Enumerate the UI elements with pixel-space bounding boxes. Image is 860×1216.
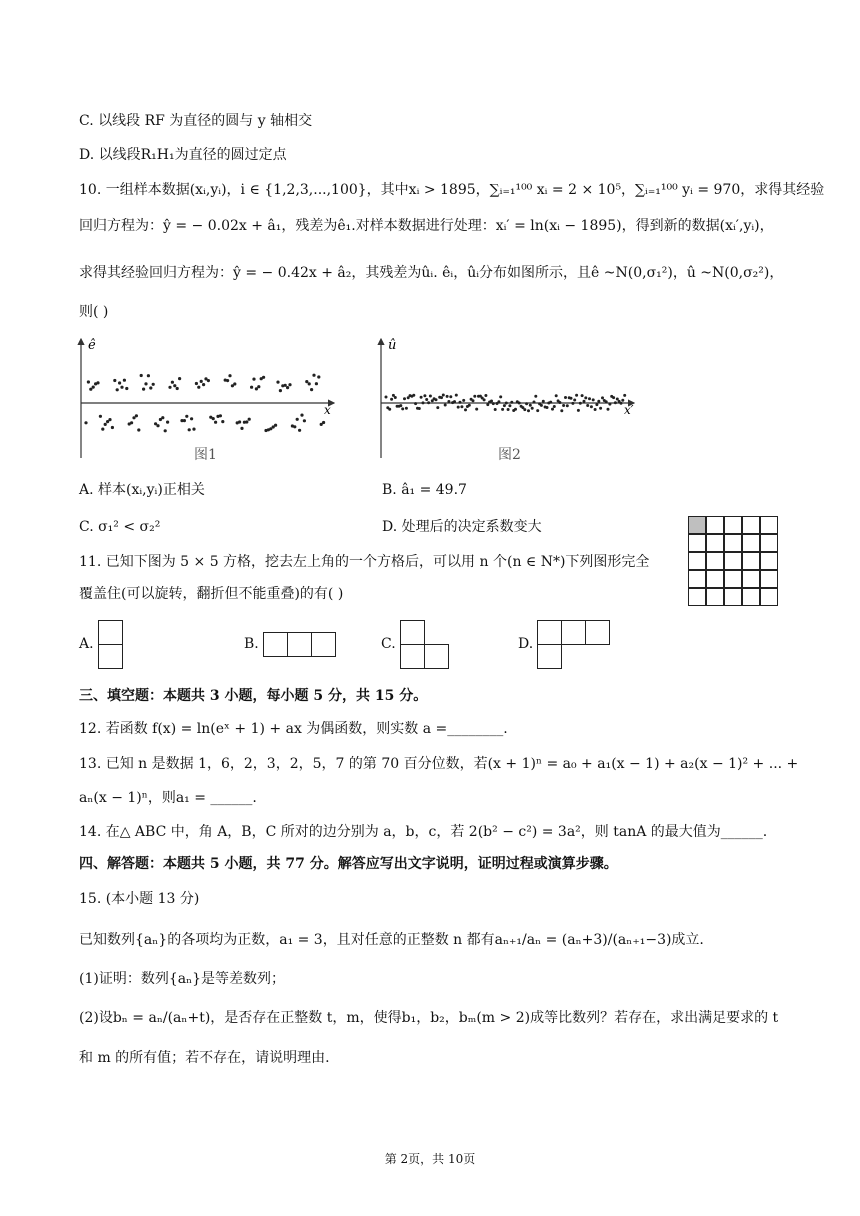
fig2-point bbox=[540, 404, 543, 407]
fig1-point bbox=[305, 380, 308, 383]
grid-cell bbox=[688, 588, 706, 606]
fig1-point bbox=[161, 416, 164, 419]
q15-part2-line1: (2)设bₙ = aₙ/(aₙ+t)，是否存在正整数 t，m，使得b₁，b₂，bₘ(m > 2)成等比数列？若存在，求出满足要求的 t bbox=[79, 1010, 779, 1026]
fig2-point bbox=[536, 409, 539, 412]
fig2-point bbox=[507, 408, 510, 411]
q15-stem: 已知数列{aₙ}的各项均为正数，a₁ = 3，且对任意的正整数 n 都有aₙ₊₁/aₙ = (aₙ+3)/(aₙ₊₁−3)成立. bbox=[79, 932, 704, 948]
q11-option-a-shape bbox=[98, 620, 123, 670]
fig1-point bbox=[123, 379, 126, 382]
grid-cell bbox=[688, 534, 706, 552]
fig1-point bbox=[130, 421, 133, 424]
fig1-point bbox=[274, 424, 277, 427]
fig1-point bbox=[250, 386, 253, 389]
fig1-point bbox=[245, 420, 248, 423]
q11-stem-line1: 11. 已知下图为 5 × 5 方格，挖去左上角的一个方格后，可以用 n 个(n ∈ N*)下列图形完全 bbox=[79, 554, 650, 570]
fig2-point bbox=[608, 403, 611, 406]
grid-cell bbox=[706, 588, 724, 606]
grid-cell bbox=[742, 534, 760, 552]
fig2-point bbox=[501, 408, 504, 411]
fig1-point bbox=[104, 423, 107, 426]
fig2-point bbox=[455, 394, 458, 397]
fig2-point bbox=[427, 401, 430, 404]
q11-option-c-shape bbox=[400, 620, 450, 670]
q11-option-b-label: B. bbox=[244, 636, 259, 652]
fig1-point bbox=[120, 386, 123, 389]
fig2-point bbox=[464, 408, 467, 411]
fig2-point bbox=[570, 397, 573, 400]
q10-option-b: B. â₁ = 49.7 bbox=[382, 482, 467, 498]
fig2-point bbox=[503, 404, 506, 407]
fig2-point bbox=[551, 408, 554, 411]
fig2-point bbox=[581, 394, 584, 397]
fig2-point bbox=[412, 394, 415, 397]
fig2-point bbox=[523, 408, 526, 411]
fig2-point bbox=[588, 397, 591, 400]
fig2-point bbox=[614, 401, 617, 404]
fig2-point bbox=[560, 409, 563, 412]
fig2-point bbox=[594, 408, 597, 411]
fig1-point bbox=[219, 414, 222, 417]
fig2-point bbox=[616, 398, 619, 401]
fig2-point bbox=[440, 396, 443, 399]
fig1-point bbox=[178, 377, 181, 380]
fig1-point bbox=[286, 386, 289, 389]
fig2-point bbox=[571, 402, 574, 405]
grid-cell bbox=[760, 552, 778, 570]
fig2-point bbox=[420, 396, 423, 399]
fig2-point bbox=[621, 399, 624, 402]
fig2-point bbox=[527, 409, 530, 412]
fig2-point bbox=[518, 402, 521, 405]
fig2-point bbox=[447, 400, 450, 403]
fig2-point bbox=[401, 407, 404, 410]
fig2-point bbox=[534, 395, 537, 398]
fig2-point bbox=[388, 408, 391, 411]
fig1-point bbox=[288, 383, 291, 386]
fig2-point bbox=[579, 402, 582, 405]
q10-option-d: D. 处理后的决定系数变大 bbox=[382, 519, 542, 535]
fig2-point bbox=[546, 406, 549, 409]
fig2-point bbox=[508, 404, 511, 407]
fig1-point bbox=[142, 388, 145, 391]
grid-cell bbox=[724, 570, 742, 588]
fig2-point bbox=[457, 406, 460, 409]
fig2-point bbox=[575, 394, 578, 397]
fig2-point bbox=[510, 401, 513, 404]
fig1-point bbox=[312, 374, 315, 377]
fig1-y-label: ê bbox=[88, 338, 96, 353]
fig1-point bbox=[118, 381, 121, 384]
fig2-point bbox=[612, 396, 615, 399]
fig1-point bbox=[212, 417, 215, 420]
fig1-point bbox=[156, 424, 159, 427]
fig2-point bbox=[531, 407, 534, 410]
fig2-point bbox=[429, 395, 432, 398]
fig1-point bbox=[140, 374, 143, 377]
fig2-point bbox=[555, 394, 558, 397]
q13-line1: 13. 已知 n 是数据 1，6，2，3，2，5，7 的第 70 百分位数，若(x + 1)ⁿ = a₀ + a₁(x − 1) + a₂(x − 1)² + ... + bbox=[79, 756, 799, 772]
fig2-point bbox=[453, 400, 456, 403]
fig2-point bbox=[562, 404, 565, 407]
fig2-point bbox=[533, 401, 536, 404]
fig2-point bbox=[564, 396, 567, 399]
fig2-point bbox=[542, 400, 545, 403]
fig2-point bbox=[475, 408, 478, 411]
fig1-point bbox=[111, 426, 114, 429]
fig2-point bbox=[623, 394, 626, 397]
fig2-point bbox=[592, 398, 595, 401]
fig2-point bbox=[403, 397, 406, 400]
fig1-point bbox=[293, 425, 296, 428]
fig2-point bbox=[590, 405, 593, 408]
q9-option-c: C. 以线段 RF 为直径的圆与 y 轴相交 bbox=[79, 113, 313, 129]
grid-cell bbox=[724, 552, 742, 570]
fig1-point bbox=[147, 374, 150, 377]
residual-plot-fig1 bbox=[72, 333, 342, 468]
fig2-point bbox=[442, 394, 445, 397]
fig1-point bbox=[310, 388, 313, 391]
fig2-point bbox=[473, 395, 476, 398]
fig2-point bbox=[444, 404, 447, 407]
grid-cell bbox=[760, 588, 778, 606]
fig2-point bbox=[468, 404, 471, 407]
fig2-point bbox=[484, 394, 487, 397]
q10-option-a: A. 样本(xᵢ,yᵢ)正相关 bbox=[79, 482, 205, 498]
fig2-point bbox=[529, 404, 532, 407]
fig2-point bbox=[599, 407, 602, 410]
fig1-point bbox=[298, 429, 301, 432]
fig1-point bbox=[87, 380, 90, 383]
q10-stem-line4: 则( ) bbox=[79, 304, 109, 320]
fig1-point bbox=[173, 384, 176, 387]
grid-cell bbox=[742, 570, 760, 588]
fig1-point bbox=[276, 381, 279, 384]
grid-cell bbox=[724, 588, 742, 606]
fig1-point bbox=[192, 428, 195, 431]
fig2-point bbox=[435, 398, 438, 401]
grid-cell bbox=[742, 516, 760, 534]
fig2-point bbox=[414, 402, 417, 405]
grid-cell bbox=[688, 570, 706, 588]
fig1-point bbox=[257, 385, 260, 388]
fig1-point bbox=[255, 387, 258, 390]
fig2-point bbox=[486, 403, 489, 406]
fig1-point bbox=[296, 418, 299, 421]
fig2-point bbox=[601, 396, 604, 399]
fig2-point bbox=[449, 395, 452, 398]
fig2-point bbox=[405, 407, 408, 410]
fig1-point bbox=[202, 383, 205, 386]
fig1-point bbox=[228, 374, 231, 377]
grid-cell bbox=[760, 534, 778, 552]
q13-line2: aₙ(x − 1)ⁿ，则a₁ = ______. bbox=[79, 790, 257, 806]
fig1-point bbox=[125, 387, 128, 390]
fig1-point bbox=[195, 382, 198, 385]
fig1-point bbox=[317, 375, 320, 378]
q11-option-a-label: A. bbox=[79, 636, 94, 652]
grid-cell bbox=[706, 552, 724, 570]
fig2-point bbox=[423, 394, 426, 397]
fig2-caption: 图2 bbox=[498, 447, 521, 463]
fig1-point bbox=[168, 386, 171, 389]
grid-cell bbox=[688, 552, 706, 570]
q11-option-d-label: D. bbox=[518, 636, 534, 652]
fig1-caption: 图1 bbox=[194, 447, 217, 463]
fig1-point bbox=[185, 415, 188, 418]
fig1-point bbox=[322, 421, 325, 424]
fig2-point bbox=[573, 399, 576, 402]
fig2-point bbox=[583, 400, 586, 403]
page-footer: 第 2页，共 10页 bbox=[384, 1152, 476, 1166]
fig1-point bbox=[197, 386, 200, 389]
fig1-point bbox=[279, 389, 282, 392]
fig2-point bbox=[620, 402, 623, 405]
fig1-point bbox=[221, 420, 224, 423]
fig1-point bbox=[315, 382, 318, 385]
q10-stem-line2: 回归方程为：ŷ = − 0.02x + â₁，残差为ê₁.对样本数据进行处理：xᵢ′ = ln(xᵢ − 1895)，得到新的数据(xᵢ′,yᵢ)， bbox=[79, 218, 774, 234]
fig1-point bbox=[252, 378, 255, 381]
fig1-point bbox=[248, 418, 251, 421]
q15-part1: (1)证明：数列{aₙ}是等差数列； bbox=[79, 971, 286, 987]
fig1-point bbox=[190, 417, 193, 420]
fig1-point bbox=[84, 421, 87, 424]
q11-stem-line2: 覆盖住(可以旋转，翻折但不能重叠)的有( ) bbox=[79, 586, 344, 602]
fig2-point bbox=[459, 401, 462, 404]
fig1-point bbox=[164, 429, 167, 432]
fig2-point bbox=[605, 400, 608, 403]
fig1-point bbox=[284, 384, 287, 387]
fig1-point bbox=[171, 381, 174, 384]
fig1-point bbox=[92, 386, 95, 389]
fig2-point bbox=[422, 401, 425, 404]
q11-option-c-label: C. bbox=[381, 636, 396, 652]
fig1-point bbox=[300, 414, 303, 417]
fig2-point bbox=[595, 403, 598, 406]
fig1-point bbox=[233, 382, 236, 385]
fig1-point bbox=[137, 428, 140, 431]
fig1-point bbox=[113, 379, 116, 382]
fig2-point bbox=[385, 396, 388, 399]
q10-stem-line3: 求得其经验回归方程为：ŷ = − 0.42x + â₂，其残差为ûᵢ. êᵢ，ûᵢ分布如图所示，且ê ~N(0,σ₁²)，û ~N(0,σ₂²)， bbox=[79, 265, 784, 281]
fig2-point bbox=[514, 408, 517, 411]
fig2-point bbox=[577, 409, 580, 412]
fig2-point bbox=[492, 402, 495, 405]
fig1-point bbox=[152, 383, 155, 386]
fig2-point bbox=[483, 398, 486, 401]
fig2-point bbox=[390, 398, 393, 401]
q10-option-c: C. σ₁² < σ₂² bbox=[79, 519, 161, 535]
fig2-point bbox=[394, 396, 397, 399]
grid-cell bbox=[742, 588, 760, 606]
fig1-point bbox=[240, 427, 243, 430]
fig2-point bbox=[584, 396, 587, 399]
fig1-point bbox=[308, 382, 311, 385]
fig2-point bbox=[497, 400, 500, 403]
fig1-point bbox=[101, 428, 104, 431]
fig2-point bbox=[490, 400, 493, 403]
fig2-point bbox=[549, 401, 552, 404]
grid-cell bbox=[760, 570, 778, 588]
fig2-point bbox=[436, 406, 439, 409]
q9-option-d: D. 以线段R₁H₁为直径的圆过定点 bbox=[79, 147, 287, 163]
fig2-point bbox=[418, 407, 421, 410]
fig1-point bbox=[207, 379, 210, 382]
section-3-heading: 三、填空题：本题共 3 小题，每小题 5 分，共 15 分。 bbox=[79, 688, 428, 704]
fig2-point bbox=[597, 400, 600, 403]
fig2-point bbox=[399, 404, 402, 407]
five-by-five-grid bbox=[688, 516, 778, 606]
q11-option-d-shape bbox=[537, 620, 612, 670]
grid-cell bbox=[724, 534, 742, 552]
fig2-point bbox=[462, 399, 465, 402]
q14-text: 14. 在△ ABC 中，角 A，B，C 所对的边分别为 a，b，c，若 2(b² − c²) = 3a²，则 tanA 的最大值为______. bbox=[79, 824, 768, 840]
fig1-point bbox=[135, 414, 138, 417]
residual-plot-fig2 bbox=[372, 333, 647, 468]
fig2-point bbox=[558, 401, 561, 404]
fig1-point bbox=[188, 428, 191, 431]
fig2-point bbox=[460, 405, 463, 408]
fig1-point bbox=[262, 376, 265, 379]
fig2-x-label: x′ bbox=[624, 403, 634, 417]
q15-title: 15. (本小题 13 分) bbox=[79, 891, 200, 907]
fig2-point bbox=[553, 405, 556, 408]
fig1-point bbox=[108, 418, 111, 421]
removed-grid-cell bbox=[688, 516, 706, 534]
grid-cell bbox=[760, 516, 778, 534]
fig2-y-label: û bbox=[388, 338, 397, 353]
fig1-point bbox=[89, 388, 92, 391]
fig2-point bbox=[566, 404, 569, 407]
grid-cell bbox=[742, 552, 760, 570]
fig1-point bbox=[303, 419, 306, 422]
fig1-point bbox=[176, 387, 179, 390]
q10-stem-line1: 10. 一组样本数据(xᵢ,yᵢ)，i ∈ {1,2,3,...,100}，其中xᵢ > 1895，∑ᵢ₌₁¹⁰⁰ xᵢ = 2 × 10⁵，∑ᵢ₌₁¹⁰⁰ yᵢ = 970，求得其经验 bbox=[79, 182, 825, 198]
fig1-point bbox=[183, 419, 186, 422]
fig2-point bbox=[499, 395, 502, 398]
section-4-heading: 四、解答题：本题共 5 小题，共 77 分。解答应写出文字说明，证明过程或演算步骤。 bbox=[79, 856, 618, 872]
fig1-point bbox=[166, 421, 169, 424]
fig1-point bbox=[214, 421, 217, 424]
grid-cell bbox=[706, 516, 724, 534]
fig1-x-label: x bbox=[324, 403, 331, 417]
fig2-point bbox=[472, 399, 475, 402]
fig1-point bbox=[116, 388, 119, 391]
fig2-point bbox=[586, 404, 589, 407]
fig1-point bbox=[238, 420, 241, 423]
fig2-point bbox=[505, 402, 508, 405]
fig1-point bbox=[99, 415, 102, 418]
fig1-point bbox=[226, 379, 229, 382]
fig2-point bbox=[494, 408, 497, 411]
fig1-point bbox=[149, 386, 152, 389]
fig1-point bbox=[144, 382, 147, 385]
fig1-point bbox=[200, 380, 203, 383]
grid-cell bbox=[724, 516, 742, 534]
fig2-point bbox=[446, 395, 449, 398]
q15-part2-line2: 和 m 的所有值；若不存在，请说明理由. bbox=[79, 1050, 330, 1066]
fig1-point bbox=[96, 381, 99, 384]
fig2-point bbox=[607, 408, 610, 411]
fig2-point bbox=[525, 402, 528, 405]
q11-option-b-shape bbox=[263, 632, 338, 657]
q12-text: 12. 若函数 f(x) = ln(eˣ + 1) + ax 为偶函数，则实数 a =________. bbox=[79, 721, 508, 737]
grid-cell bbox=[706, 570, 724, 588]
fig2-point bbox=[425, 398, 428, 401]
grid-cell bbox=[706, 534, 724, 552]
